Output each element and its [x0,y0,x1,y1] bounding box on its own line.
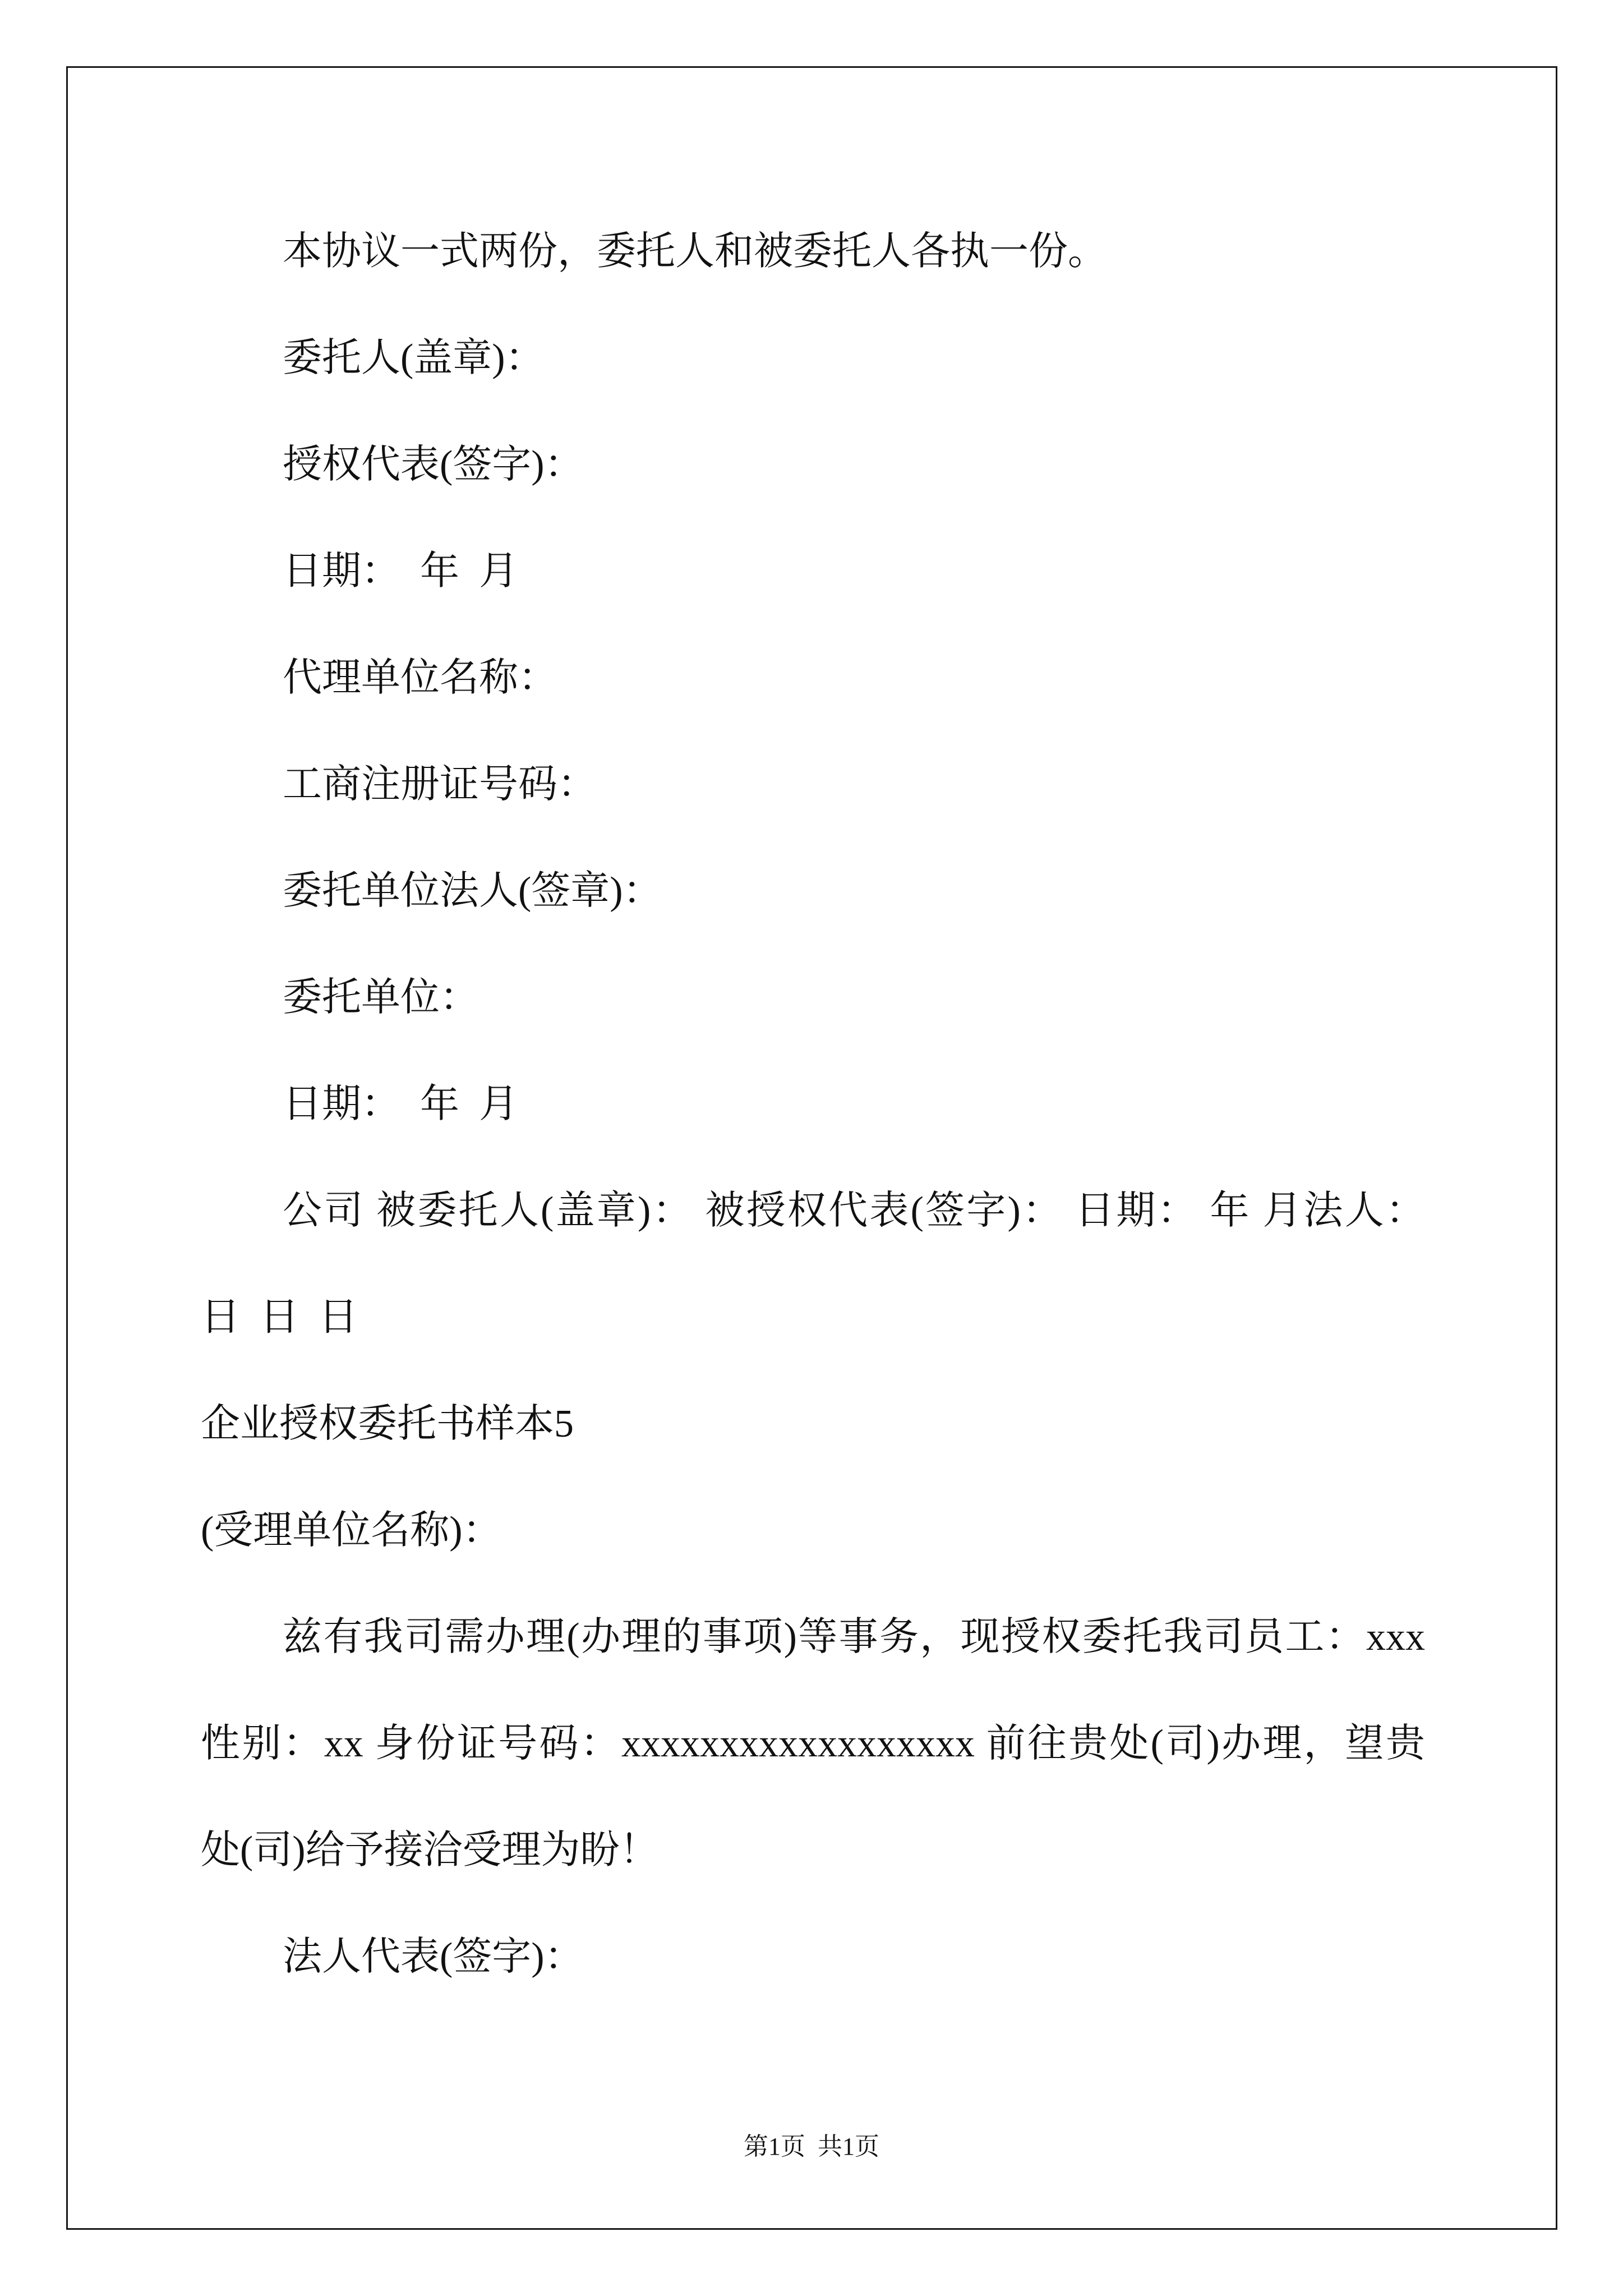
principal-seal-field: 委托人(盖章)： [283,337,545,380]
signature-block-line: 公司 被委托人(盖章)： 被授权代表(签字)： 日期： 年 月法人： [283,1189,1425,1232]
agent-unit-name-field: 代理单位名称： [283,656,557,700]
signature-block-dates: 日 日 日 [201,1296,358,1339]
agreement-copies-clause: 本协议一式两份，委托人和被委托人各执一份。 [283,230,1107,273]
authorization-body-line: 处(司)给予接洽受理为盼！ [201,1829,659,1872]
authorized-representative-signature-field: 授权代表(签字)： [283,443,584,486]
date-field: 日期： 年 月 [283,550,518,593]
page-number: 第1页 共1页 [744,2133,879,2160]
document-body [201,199,1425,2010]
business-registration-number-field: 工商注册证号码： [283,763,597,806]
recipient-unit-name: (受理单位名称)： [201,1509,502,1552]
date-field: 日期： 年 月 [283,1083,518,1126]
authorization-body-line: 性别：xx 身份证号码：xxxxxxxxxxxxxxxxxx 前往贵处(司)办理，望贵 [201,1722,1425,1765]
authorization-body-line: 兹有我司需办理(办理的事项)等事务，现授权委托我司员工：xxx [283,1616,1425,1659]
principal-legal-person-seal-field: 委托单位法人(签章)： [283,869,662,913]
section-title: 企业授权委托书样本5 [201,1402,574,1446]
principal-unit-field: 委托单位： [283,976,479,1019]
legal-representative-signature-field: 法人代表(签字)： [283,1935,584,1978]
